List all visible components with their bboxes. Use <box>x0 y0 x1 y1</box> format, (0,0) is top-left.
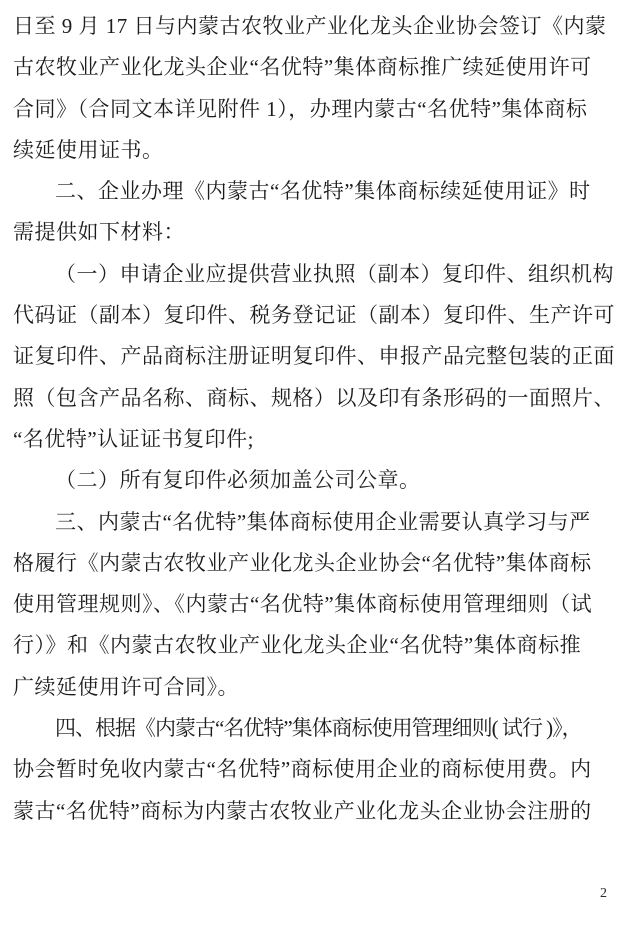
text-line: 日至 9 月 17 日与内蒙古农牧业产业化龙头企业协会签订《内蒙 <box>13 14 607 38</box>
text-line: 代码证（副本）复印件、税务登记证（副本）复印件、生产许可 <box>13 303 615 328</box>
text-line: 续延使用证书。 <box>13 137 164 162</box>
text-line: 合同》（合同文本详见附件 1），办理内蒙古“名优特”集体商标 <box>13 96 588 121</box>
text-line: 三、内蒙古“名优特”集体商标使用企业需要认真学习与严 <box>55 509 591 534</box>
text-line: 蒙古“名优特”商标为内蒙古农牧业产业化龙头企业协会注册的 <box>13 798 592 823</box>
text-line: 二、企业办理《内蒙古“名优特”集体商标续延使用证》时 <box>55 179 591 204</box>
text-line: 照（包含产品名称、商标、规格）以及印有条形码的一面照片、 <box>13 385 615 410</box>
text-line: 使用管理规则》、《内蒙古“名优特”集体商标使用管理细则（试 <box>13 592 593 617</box>
document-text-block <box>13 6 621 832</box>
text-line: （二）所有复印件必须加盖公司公章。 <box>55 468 421 493</box>
text-line: 四、根据《内蒙古“名优特”集体商标使用管理细则( 试行 )》， <box>55 716 582 741</box>
text-line: （一）申请企业应提供营业执照（副本）复印件、组织机构 <box>55 261 614 286</box>
text-line: “名优特”认证证书复印件; <box>13 426 254 451</box>
text-line: 格履行《内蒙古农牧业产业化龙头企业协会“名优特”集体商标 <box>13 550 592 575</box>
text-line: 广续延使用许可合同》。 <box>13 674 239 699</box>
text-line: 古农牧业产业化龙头企业“名优特”集体商标推广续延使用许可 <box>13 55 592 80</box>
text-line: 协会暂时免收内蒙古“名优特”商标使用企业的商标使用费。内 <box>13 757 592 782</box>
text-line: 需提供如下材料： <box>13 220 185 245</box>
text-line: 证复印件、产品商标注册证明复印件、申报产品完整包装的正面 <box>13 344 615 369</box>
page-number: 2 <box>600 886 607 901</box>
text-line: 行）》和《内蒙古农牧业产业化龙头企业“名优特”集体商标推 <box>13 633 582 658</box>
